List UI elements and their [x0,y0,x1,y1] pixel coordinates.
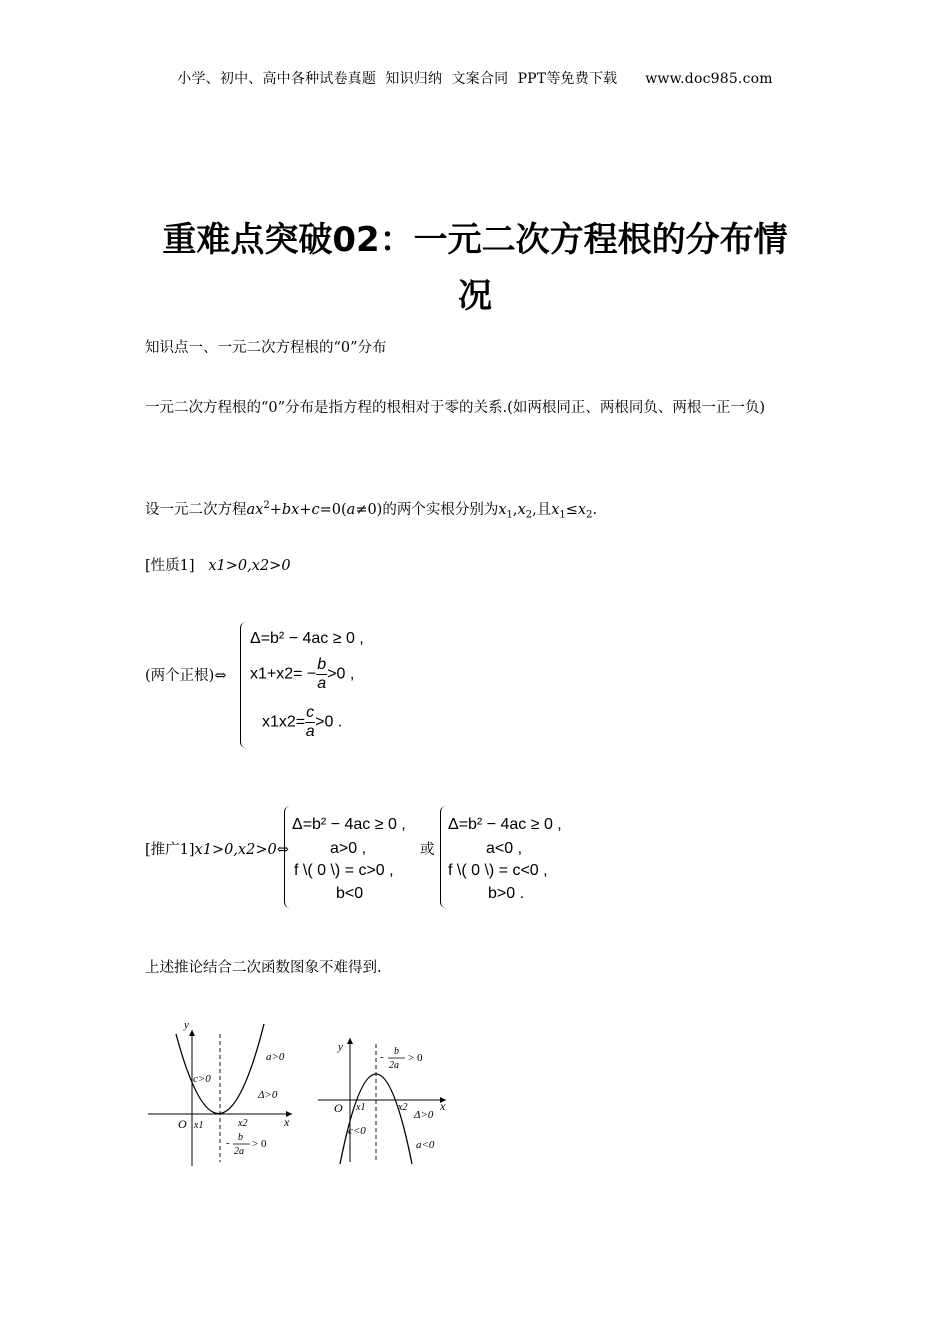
graph1-delta-label: Δ>0 [258,1089,278,1101]
or-label: 或 [420,842,435,858]
setup-prefix: 设一元二次方程 [145,501,247,518]
system-b-row-3: f \( 0 \) = c<0 , [448,862,548,879]
property-1-condition: x1>0,x2>0 [208,558,291,574]
system-b-row-1: Δ=b² − 4ac ≥ 0 , [448,816,562,833]
setup-end: ,且 [532,501,552,518]
row2-left: x1+x2= − [250,665,317,683]
graph2-delta-label: Δ>0 [414,1109,434,1121]
title-line-1: 重难点突破02：一元二次方程根的分布情 [162,220,788,260]
graph2-vertex-minus: - [380,1051,384,1063]
y-axis-arrow-icon [347,1038,353,1044]
graph1-vertex-minus: - [226,1137,230,1149]
property-1-label: [性质1] [145,558,195,574]
graph1-c-label: c>0 [193,1073,211,1085]
extension-system-b [440,806,590,910]
page-title [140,212,810,324]
property-1-system [240,620,400,750]
conclusion-text: 上述推论结合二次函数图象不难得到. [145,960,382,976]
section-heading: 知识点一、一元二次方程根的“0”分布 [145,340,387,356]
extension-1-condition: x1>0,x2>0⇔ [194,842,289,858]
graph-downward-parabola [312,1030,462,1170]
graph1-vertex-num: b [238,1132,243,1143]
two-positive-roots-label: (两个正根)⇔ [145,668,227,684]
system-row-3 [262,704,342,741]
graph1-origin: O [178,1117,187,1131]
graph2-a-label: a<0 [416,1139,435,1151]
graph2-y-label: y [338,1041,343,1053]
row3-fraction: $\frac{c}{a}$ [305,704,315,740]
graph2-x2: x2 [398,1102,408,1113]
title-line-2: 况 [458,276,492,316]
row2-right: >0 , [327,665,355,683]
graph2-vertex-suffix: > 0 [408,1052,423,1064]
system-b-row-2: a<0 , [486,840,523,857]
row3-left: x1x2= [262,713,306,731]
y-axis-arrow-icon [189,1030,195,1036]
system-brace [240,622,249,748]
graph1-vertex-suffix: > 0 [252,1138,267,1150]
graph1-x2: x2 [238,1118,248,1129]
graph1-a-label: a>0 [266,1051,285,1063]
system-a-row-2: a>0 , [330,840,367,857]
graph-upward-parabola [140,1020,310,1180]
graph2-x-label: x [440,1099,446,1113]
graph2-c-label: c<0 [348,1125,366,1137]
system-a-row-1: Δ=b² − 4ac ≥ 0 , [292,816,406,833]
system-row-2 [250,656,354,693]
setup-suffix: 的两个实根分别为 [382,501,499,518]
extension-1-heading [145,834,289,866]
row2-fraction: $\frac{b}{a}$ [317,656,327,692]
page-header: 小学、初中、高中各种试卷真题 知识归纳 文案合同 PPT等免费下载 www.doc985.com [177,71,773,87]
graph2-vertex-den: 2a [389,1060,399,1071]
graph1-x1: x1 [194,1120,204,1131]
extension-1-label: [推广1] [145,842,195,858]
extension-system-a [284,806,434,910]
system-row-1: Δ=b² − 4ac ≥ 0 , [250,630,364,647]
intro-paragraph: 一元二次方程根的“0”分布是指方程的根相对于零的关系.(如两根同正、两根同负、两根一正一负) [145,400,765,416]
graph2-origin: O [334,1101,343,1115]
system-a-row-4: b<0 [336,885,364,902]
graph1-vertex-den: 2a [234,1146,244,1157]
property-1-heading [145,550,291,582]
graph1-x-label: x [284,1115,290,1129]
setup-line: 设一元二次方程$ax^2+bx+c=0(a\ne 0)$的两个实根分别为$x_1,x_2$,且$x_1\le x_2$. [145,500,598,521]
system-a-row-3: f \( 0 \) = c>0 , [294,862,394,879]
graph2-x1: x1 [356,1102,366,1113]
system-b-row-4: b>0 . [488,885,525,902]
graph2-vertex-num: b [394,1046,399,1057]
row3-right: >0 . [315,713,343,731]
graph1-y-label: y [184,1020,189,1031]
